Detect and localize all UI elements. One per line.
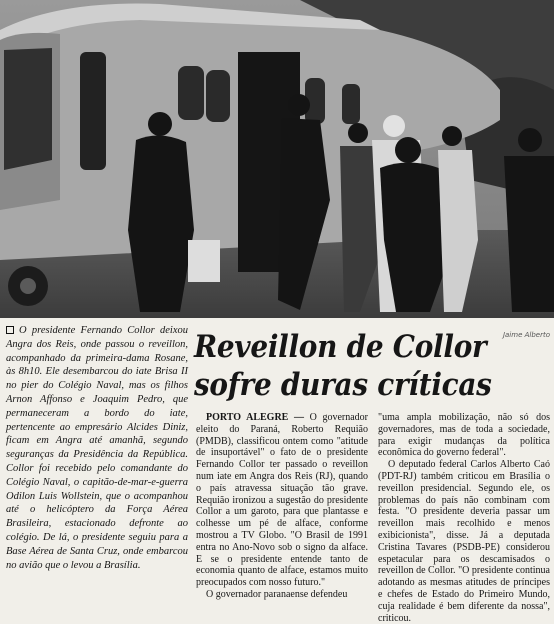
headline-line-1: Reveillon de Collor bbox=[194, 329, 487, 365]
article-column-2 bbox=[378, 412, 550, 624]
article-body bbox=[196, 412, 550, 624]
article-paragraph: "uma ampla mobilização, não só dos governadores, mas de toda a sociedade, para exigir mudanças da política econômica do governo federal". bbox=[378, 412, 550, 459]
article-text: O governador eleito do Paraná, Roberto Requião (PMDB), classificou ontem como "atitude de insuportável" o fato de o presidente Fernando Collor ter passado o reveillon num iate em Angra dos Reis (RJ), quando o país atravessa situação tão grave. Requião ironizou a sugestão do presidente Collor a um garoto, para que plantasse e colhesse um pé de alface, conforme mostrou a TV Globo. "O Brasil de 1991 entra no Ano-Novo sob o signo da alface. E se o presidente entende tanto de economia quanto de alface, estamos muito preocupados com nosso futuro." bbox=[196, 412, 368, 589]
headline bbox=[194, 328, 514, 404]
photo-caption bbox=[6, 324, 188, 572]
caption-bullet-icon bbox=[6, 326, 14, 334]
article-paragraph: O deputado federal Carlos Alberto Caó (PDT-RJ) também criticou em Brasília o reveillon presidencial. Segundo ele, os problemas do país não combinam com festa. "O presidente deveria passar um reveillon mais recolhido e menos exibicionista", disse. Já a deputada Cristina Tavares (PSDB-PE) considerou espetacular para os descamisados o reveillon de Collor. "O presidente continua adotando as mesmas atitudes de príncipes e chefes de Estado do Primeiro Mundo, cuja realidade é bem diferente da nossa", criticou. bbox=[378, 459, 550, 624]
article-paragraph: O governador paranaense defendeu bbox=[206, 588, 348, 600]
photo-credit: Jaime Alberto bbox=[502, 331, 550, 339]
headline-line-2: sofre duras críticas bbox=[194, 367, 492, 403]
article-paragraph bbox=[196, 412, 368, 589]
dateline: PORTO ALEGRE — bbox=[206, 412, 304, 423]
caption-text: O presidente Fernando Collor deixou Angra dos Reis, onde passou o reveillon, acompanhado da primeira-dama Rosane, às 8h10. Ele desembarcou do iate Brisa II no pier do Colégio Naval, mas os filhos Arnon Affonso e Joaquim Pedro, que permaneceram a bordo do iate, pertencente ao empresário Alcides Diniz, ficam em Angra até amanhã, segundo seguranças da Presidência da República. Collor foi recebido pelo comandante do Colégio Naval, o capitão-de-mar-e-guerra Odilon Luis Wollstein, que o acompanhou até o helicóptero da Força Aérea Brasileira, estacionado defronte ao colégio. De lá, o presidente seguiu para a Base Aérea de Santa Cruz, onde embarcou no avião que o levou a Brasília. bbox=[6, 325, 188, 571]
article-column-1 bbox=[196, 412, 368, 600]
